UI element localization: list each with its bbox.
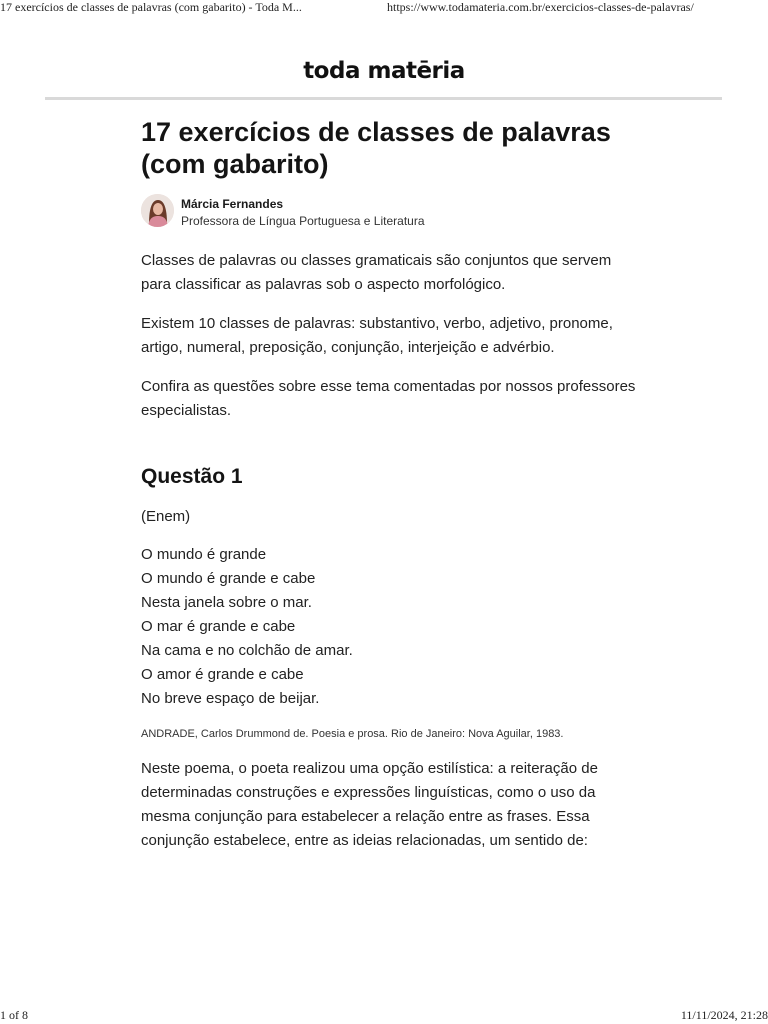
question-heading: Questão 1 — [141, 465, 243, 488]
author-block — [141, 194, 641, 234]
print-date: 11/11/2024, 21:28 — [680, 1008, 768, 1022]
poem-line: O mundo é grande — [141, 546, 267, 563]
intro-paragraph-1: Classes de palavras ou classes gramaticais são conjuntos que servem para classificar as palavras sob o aspecto morfológico. — [141, 252, 612, 293]
intro-paragraph-2: Existem 10 classes de palavras: substantivo, verbo, adjetivo, pronome, artigo, numeral, preposição, conjunção, interjeição e advérbio. — [141, 315, 613, 356]
print-footer — [0, 1006, 768, 1024]
author-role: Professora de Língua Portuguesa e Literatura — [181, 214, 425, 228]
print-doc-title: 17 exercícios de classes de palavras (com gabarito) - Toda M... — [0, 0, 302, 14]
poem-line: Na cama e no colchão de amar. — [141, 642, 353, 659]
poem-citation: ANDRADE, Carlos Drummond de. Poesia e prosa. Rio de Janeiro: Nova Aguilar, 1983. — [141, 728, 564, 740]
article-title: 17 exercícios de classes de palavras (com gabarito) — [141, 117, 611, 179]
print-doc-url: https://www.todamateria.com.br/exercicios-classes-de-palavras/ — [387, 0, 694, 14]
print-header — [0, 0, 768, 18]
poem-line: O mundo é grande e cabe — [141, 570, 316, 587]
question-statement: Neste poema, o poeta realizou uma opção estilística: a reiteração de determinadas construções e expressões linguísticas, como o uso da mesma conjunção para estabelecer a relação entre as frases. Essa conjunção estabelece, entre as ideias relacionadas, um sentido de: — [141, 760, 598, 849]
poem-line: O mar é grande e cabe — [141, 618, 296, 635]
poem-line: Nesta janela sobre o mar. — [141, 594, 312, 611]
poem — [141, 543, 641, 711]
article — [141, 116, 641, 853]
author-avatar-icon[interactable] — [141, 194, 174, 227]
question-source: (Enem) — [141, 508, 191, 525]
poem-line: No breve espaço de beijar. — [141, 690, 320, 707]
site-logo[interactable]: toda matēria — [303, 58, 465, 84]
header-divider — [45, 97, 722, 100]
page-count: 1 of 8 — [0, 1008, 28, 1022]
author-name[interactable]: Márcia Fernandes — [181, 197, 284, 211]
poem-line: O amor é grande e cabe — [141, 666, 304, 683]
intro-paragraph-3: Confira as questões sobre esse tema comentadas por nossos professores especialistas. — [141, 378, 636, 419]
